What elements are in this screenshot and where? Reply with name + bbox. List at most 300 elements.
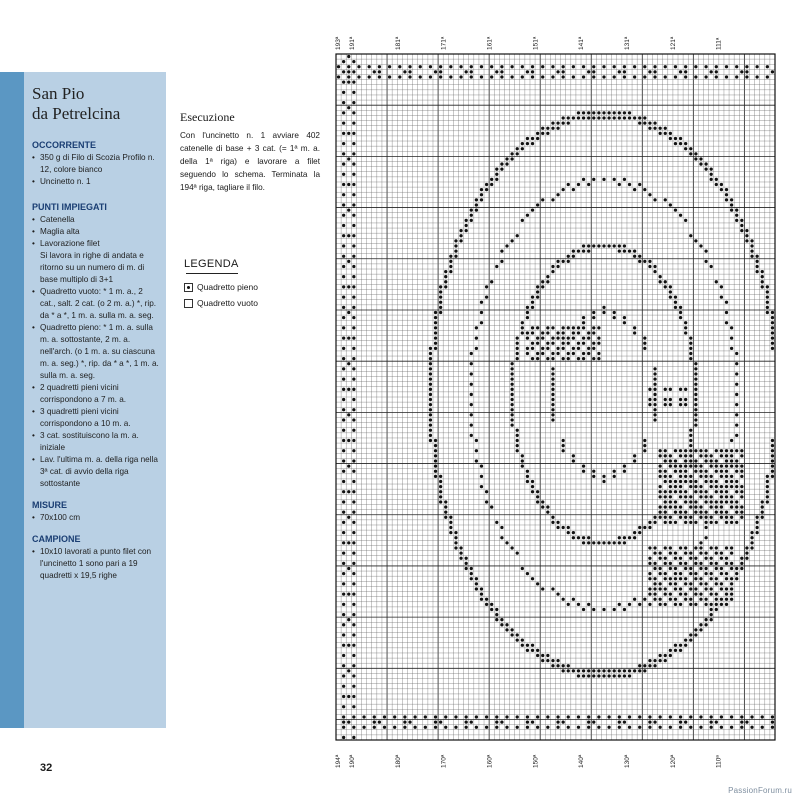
filled-square: [735, 459, 738, 462]
filled-square: [623, 244, 626, 247]
filled-square: [653, 720, 656, 723]
filled-square: [745, 65, 748, 68]
filled-square: [587, 726, 590, 729]
filled-square: [556, 336, 559, 339]
filled-square: [490, 183, 493, 186]
filled-square: [342, 470, 345, 473]
filled-square: [521, 331, 524, 334]
filled-square: [546, 505, 549, 508]
filled-square: [347, 439, 350, 442]
filled-square: [750, 715, 753, 718]
filled-square: [730, 336, 733, 339]
filled-square: [725, 603, 728, 606]
filled-square: [750, 726, 753, 729]
filled-square: [730, 475, 733, 478]
filled-square: [536, 500, 539, 503]
filled-square: [704, 495, 707, 498]
filled-square: [679, 505, 682, 508]
filled-square: [664, 654, 667, 657]
filled-square: [659, 464, 662, 467]
filled-square: [470, 70, 473, 73]
filled-square: [398, 75, 401, 78]
filled-square: [699, 592, 702, 595]
filled-square: [342, 265, 345, 268]
filled-square: [674, 552, 677, 555]
filled-square: [567, 357, 570, 360]
filled-square: [531, 209, 534, 212]
filled-square: [648, 715, 651, 718]
filled-square: [429, 383, 432, 386]
filled-square: [531, 347, 534, 350]
filled-square: [521, 147, 524, 150]
filled-square: [750, 249, 753, 252]
filled-square: [567, 336, 570, 339]
filled-square: [694, 480, 697, 483]
filled-square: [480, 587, 483, 590]
filled-square: [710, 485, 713, 488]
filled-square: [541, 587, 544, 590]
filled-square: [674, 577, 677, 580]
filled-square: [607, 726, 610, 729]
filled-square: [689, 715, 692, 718]
filled-square: [342, 214, 345, 217]
filled-square: [352, 603, 355, 606]
filled-square: [546, 280, 549, 283]
row-label: 180ª: [394, 754, 402, 768]
legend-underline: [186, 273, 238, 274]
filled-square: [699, 511, 702, 514]
filled-square: [551, 336, 554, 339]
filled-square: [465, 70, 468, 73]
filled-square: [592, 65, 595, 68]
filled-square: [531, 649, 534, 652]
filled-square: [526, 306, 529, 309]
row-label: 110ª: [715, 755, 723, 768]
filled-square: [510, 413, 513, 416]
filled-square: [659, 132, 662, 135]
filled-square: [490, 65, 493, 68]
filled-square: [551, 664, 554, 667]
filled-square: [653, 413, 656, 416]
filled-square: [730, 567, 733, 570]
filled-square: [434, 326, 437, 329]
filled-square: [664, 454, 667, 457]
filled-square: [679, 516, 682, 519]
filled-square: [602, 244, 605, 247]
filled-square: [725, 516, 728, 519]
filled-square: [459, 557, 462, 560]
filled-square: [704, 475, 707, 478]
filled-square: [710, 720, 713, 723]
filled-square: [526, 70, 529, 73]
filled-square: [715, 183, 718, 186]
filled-square: [720, 511, 723, 514]
filled-square: [659, 470, 662, 473]
filled-square: [628, 536, 631, 539]
filled-square: [592, 326, 595, 329]
filled-square: [475, 577, 478, 580]
filled-square: [485, 603, 488, 606]
filled-square: [704, 470, 707, 473]
filled-square: [577, 715, 580, 718]
filled-square: [342, 408, 345, 411]
list-item: • Lav. l'ultima m. a. della riga nella 3ª cat. di avvio della riga sottostante: [32, 454, 160, 490]
filled-square: [648, 603, 651, 606]
filled-square: [750, 531, 753, 534]
filled-square: [439, 75, 442, 78]
filled-square: [633, 669, 636, 672]
filled-square: [465, 229, 468, 232]
filled-square: [342, 480, 345, 483]
filled-square: [613, 111, 616, 114]
filled-square: [689, 434, 692, 437]
filled-square: [434, 444, 437, 447]
filled-square: [373, 726, 376, 729]
filled-square: [556, 265, 559, 268]
filled-square: [771, 444, 774, 447]
filled-square: [694, 490, 697, 493]
filled-square: [607, 111, 610, 114]
filled-square: [434, 316, 437, 319]
filled-square: [454, 239, 457, 242]
filled-square: [750, 255, 753, 258]
filled-square: [761, 285, 764, 288]
filled-square: [648, 726, 651, 729]
filled-square: [699, 541, 702, 544]
filled-square: [490, 178, 493, 181]
filled-square: [694, 413, 697, 416]
filled-square: [485, 188, 488, 191]
filled-square: [664, 659, 667, 662]
filled-square: [720, 557, 723, 560]
filled-square: [694, 157, 697, 160]
filled-square: [347, 132, 350, 135]
filled-square: [648, 521, 651, 524]
filled-square: [429, 75, 432, 78]
filled-square: [510, 239, 513, 242]
filled-square: [715, 582, 718, 585]
filled-square: [352, 306, 355, 309]
filled-square: [551, 121, 554, 124]
filled-square: [352, 685, 355, 688]
filled-square: [347, 183, 350, 186]
filled-square: [669, 475, 672, 478]
filled-square: [592, 111, 595, 114]
filled-square: [679, 449, 682, 452]
filled-square: [485, 715, 488, 718]
filled-square: [510, 65, 513, 68]
filled-square: [352, 418, 355, 421]
filled-square: [556, 70, 559, 73]
filled-square: [516, 352, 519, 355]
filled-square: [551, 65, 554, 68]
filled-square: [408, 65, 411, 68]
row-label: 151ª: [532, 36, 540, 51]
filled-square: [342, 613, 345, 616]
filled-square: [587, 715, 590, 718]
filled-square: [347, 336, 350, 339]
filled-square: [710, 557, 713, 560]
filled-square: [771, 331, 774, 334]
filled-square: [740, 449, 743, 452]
filled-square: [526, 726, 529, 729]
filled-square: [347, 541, 350, 544]
filled-square: [653, 567, 656, 570]
filled-square: [715, 562, 718, 565]
filled-square: [572, 336, 575, 339]
filled-square: [648, 546, 651, 549]
filled-square: [521, 65, 524, 68]
filled-square: [633, 326, 636, 329]
filled-square: [730, 500, 733, 503]
filled-square: [628, 669, 631, 672]
filled-square: [562, 75, 565, 78]
filled-square: [699, 449, 702, 452]
filled-square: [510, 393, 513, 396]
filled-square: [352, 408, 355, 411]
filled-square: [567, 183, 570, 186]
filled-square: [572, 536, 575, 539]
filled-square: [342, 121, 345, 124]
filled-square: [704, 587, 707, 590]
filled-square: [679, 475, 682, 478]
filled-square: [582, 116, 585, 119]
filet-chart: [330, 30, 780, 770]
filled-square: [694, 505, 697, 508]
filled-square: [510, 546, 513, 549]
filled-square: [352, 367, 355, 370]
filled-square: [761, 270, 764, 273]
filled-square: [679, 403, 682, 406]
filled-square: [434, 470, 437, 473]
filled-square: [429, 434, 432, 437]
filled-square: [766, 311, 769, 314]
filled-square: [669, 552, 672, 555]
list-item: • 3 cat. sostituiscono la m. a. iniziale: [32, 430, 160, 454]
filled-square: [342, 234, 345, 237]
filled-square: [684, 398, 687, 401]
filled-square: [551, 408, 554, 411]
filled-square: [551, 198, 554, 201]
filled-square: [352, 285, 355, 288]
filled-square: [653, 388, 656, 391]
filled-square: [653, 127, 656, 130]
filled-square: [740, 567, 743, 570]
filled-square: [352, 193, 355, 196]
filled-square: [710, 459, 713, 462]
filled-square: [572, 326, 575, 329]
list-item: • 10x10 lavorati a punto filet con l'uncinetto 1 sono pari a 19 quadretti x 19,5 righe: [32, 546, 160, 582]
filled-square: [429, 388, 432, 391]
filled-square: [485, 296, 488, 299]
filled-square: [607, 669, 610, 672]
filled-square: [536, 296, 539, 299]
filled-square: [434, 726, 437, 729]
filled-square: [725, 301, 728, 304]
filled-square: [521, 644, 524, 647]
filled-square: [582, 321, 585, 324]
filled-square: [745, 234, 748, 237]
esecuzione-heading: Esecuzione: [180, 110, 235, 124]
filled-square: [699, 475, 702, 478]
filled-square: [516, 342, 519, 345]
filled-square: [342, 91, 345, 94]
esecuzione-block: [180, 110, 320, 194]
filled-square: [551, 75, 554, 78]
filled-square: [694, 239, 697, 242]
filled-square: [669, 592, 672, 595]
filled-square: [664, 398, 667, 401]
filled-square: [536, 357, 539, 360]
filled-square: [694, 152, 697, 155]
filled-square: [516, 347, 519, 350]
filled-square: [434, 342, 437, 345]
filled-square: [684, 562, 687, 565]
filled-square: [715, 178, 718, 181]
filled-square: [342, 275, 345, 278]
filled-square: [715, 567, 718, 570]
filled-square: [577, 726, 580, 729]
filled-square: [735, 372, 738, 375]
filled-square: [699, 598, 702, 601]
filled-square: [669, 203, 672, 206]
filled-square: [459, 546, 462, 549]
filled-square: [434, 321, 437, 324]
filled-square: [679, 562, 682, 565]
filled-square: [694, 521, 697, 524]
filled-square: [740, 726, 743, 729]
filled-square: [664, 198, 667, 201]
filled-square: [444, 726, 447, 729]
watermark: PassionForum.ru: [728, 786, 792, 795]
filled-square: [740, 495, 743, 498]
filled-square: [664, 603, 667, 606]
filled-square: [669, 562, 672, 565]
filled-square: [342, 459, 345, 462]
filled-square: [720, 516, 723, 519]
filled-square: [735, 219, 738, 222]
filled-square: [664, 516, 667, 519]
filled-square: [352, 388, 355, 391]
filled-square: [699, 464, 702, 467]
filled-square: [434, 311, 437, 314]
filled-square: [541, 500, 544, 503]
filled-square: [459, 75, 462, 78]
filled-square: [669, 403, 672, 406]
filled-square: [510, 383, 513, 386]
filled-square-icon: [184, 283, 193, 292]
filled-square: [393, 726, 396, 729]
filled-square: [602, 480, 605, 483]
filled-square: [378, 70, 381, 73]
filled-square: [699, 582, 702, 585]
filled-square: [510, 367, 513, 370]
filled-square: [633, 65, 636, 68]
filled-square: [664, 562, 667, 565]
filled-square: [725, 577, 728, 580]
filled-square: [562, 65, 565, 68]
filled-square: [536, 582, 539, 585]
filled-square: [475, 715, 478, 718]
filled-square: [623, 470, 626, 473]
filled-square: [730, 521, 733, 524]
filled-square: [342, 582, 345, 585]
filled-square: [740, 475, 743, 478]
filled-square: [556, 352, 559, 355]
filled-square: [684, 490, 687, 493]
filled-square: [715, 521, 718, 524]
filled-square: [674, 459, 677, 462]
filled-square: [516, 439, 519, 442]
filled-square: [679, 557, 682, 560]
campione-list: [32, 546, 160, 582]
filled-square: [480, 592, 483, 595]
filled-square: [602, 111, 605, 114]
filled-square: [347, 669, 350, 672]
filled-square: [669, 715, 672, 718]
filled-square: [766, 285, 769, 288]
filled-square: [556, 521, 559, 524]
filled-square: [766, 306, 769, 309]
filled-square: [562, 598, 565, 601]
filled-square: [710, 505, 713, 508]
filled-square: [587, 70, 590, 73]
filled-square: [771, 454, 774, 457]
filled-square: [342, 654, 345, 657]
filled-square: [352, 296, 355, 299]
filled-square: [694, 377, 697, 380]
filled-square: [352, 429, 355, 432]
filled-square: [689, 633, 692, 636]
filled-square: [424, 726, 427, 729]
filled-square: [470, 413, 473, 416]
filled-square: [597, 715, 600, 718]
filled-square: [342, 336, 345, 339]
filled-square: [730, 505, 733, 508]
filled-square: [633, 75, 636, 78]
filled-square: [633, 255, 636, 258]
filled-square: [674, 490, 677, 493]
filled-square: [694, 403, 697, 406]
filled-square: [725, 454, 728, 457]
filled-square: [485, 726, 488, 729]
filled-square: [480, 65, 483, 68]
filled-square: [352, 142, 355, 145]
list-item: • Maglia alta: [32, 226, 160, 238]
filled-square: [572, 331, 575, 334]
filled-square: [429, 372, 432, 375]
filled-square: [735, 511, 738, 514]
filled-square: [735, 362, 738, 365]
filled-square: [720, 188, 723, 191]
filled-square: [638, 183, 641, 186]
section-heading-misure: MISURE: [32, 500, 68, 510]
filled-square: [633, 188, 636, 191]
filled-square: [429, 393, 432, 396]
filled-square: [531, 485, 534, 488]
filled-square: [694, 592, 697, 595]
filled-square: [725, 188, 728, 191]
filled-square: [725, 464, 728, 467]
filled-square: [699, 470, 702, 473]
filled-square: [710, 516, 713, 519]
filled-square: [684, 598, 687, 601]
filled-square: [434, 336, 437, 339]
filled-square: [725, 490, 728, 493]
filled-square: [419, 65, 422, 68]
filled-square: [454, 726, 457, 729]
filled-square: [689, 459, 692, 462]
